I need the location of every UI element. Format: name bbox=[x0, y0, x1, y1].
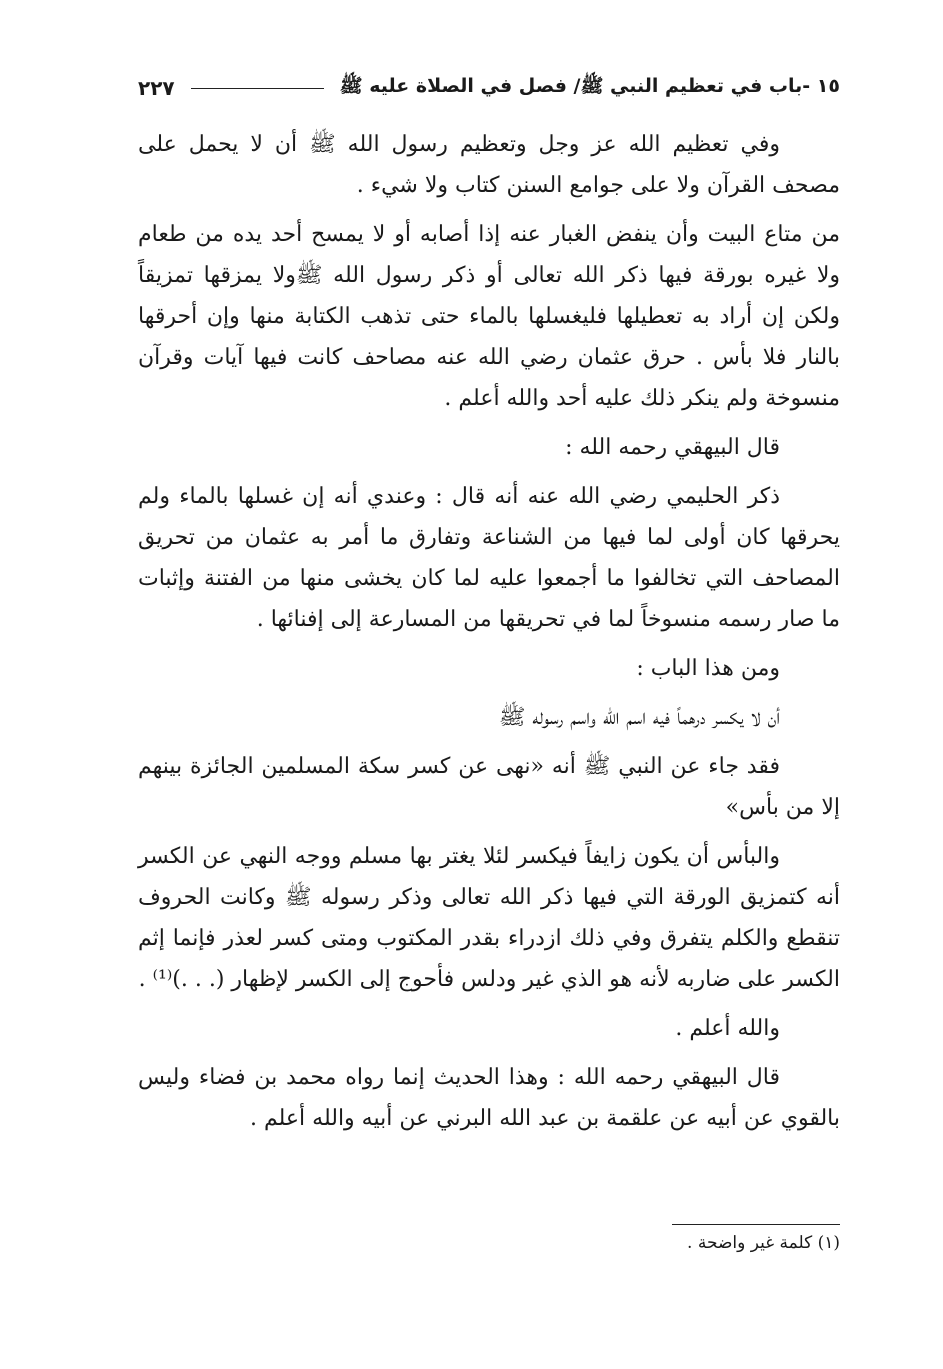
paragraph: والبأس أن يكون زايفاً فيكسر لئلا يغتر بها مسلم ووجه النهي عن الكسر أنه كتمزيق الورقة التي فيها ذكر الله تعالى وذكر رسوله ﷺ وكانت الحروف تنقطع والكلم يتفرق وفي ذلك ازدراء بقدر المكتوب ومتى كسر لعذر فإنما إثم الكسر على ضاربه لأنه هو الذي غير ودلس فأحوج إلى الكسر لإظهار (. . .)⁽¹⁾ . bbox=[138, 844, 840, 992]
footnote: (١) كلمة غير واضحة . bbox=[687, 1233, 840, 1253]
paragraph: والله أعلم . bbox=[675, 1016, 780, 1041]
paragraph: ذكر الحليمي رضي الله عنه أنه قال : وعندي أنه إن غسلها بالماء ولم يحرقها كان أولى لما فيها من الشناعة وتفارق ما أمر به عثمان من تحريق المصاحف التي تخالفوا ما أجمعوا عليه لما كان يخشى منها من الفتنة وإثبات ما صار رسمه منسوخاً لما في تحريقها من المسارعة إلى إفنائها . bbox=[138, 484, 840, 632]
paragraph: من متاع البيت وأن ينفض الغبار عنه إذا أصابه أو لا يمسح أحد يده من طعام ولا غيره بورقة فيها ذكر الله تعالى أو ذكر رسول الله ﷺولا يمزقها تمزيقاً ولكن إن أراد به تعطيلها فليغسلها بالماء حتى تذهب الكتابة منها وإن أحرقها بالنار فلا بأس . حرق عثمان رضي الله عنه مصاحف كانت فيها آيات وقرآن منسوخة ولم ينكر ذلك عليه أحد والله أعلم . bbox=[138, 222, 840, 411]
page-number: ٢٢٧ bbox=[138, 76, 175, 100]
paragraph: أن لا يكسر درهماً فيه اسم الله واسم رسوله ﷺ bbox=[498, 705, 780, 730]
paragraph: فقد جاء عن النبي ﷺ أنه «نهى عن كسر سكة المسلمين الجائزة بينهم إلا من بأس» bbox=[138, 754, 840, 820]
running-header bbox=[138, 70, 840, 106]
header-rule bbox=[191, 88, 324, 89]
body-text bbox=[138, 124, 840, 1147]
paragraph: قال البيهقي رحمه الله : وهذا الحديث إنما رواه محمد بن فضاء وليس بالقوي عن أبيه عن علقمة بن عبد الله البرني عن أبيه والله أعلم . bbox=[138, 1065, 840, 1131]
paragraph: قال البيهقي رحمه الله : bbox=[565, 435, 780, 460]
chapter-title: ١٥ -باب في تعظيم النبي ﷺ/ فصل في الصلاة عليه ﷺ bbox=[339, 75, 840, 97]
paragraph: ومن هذا الباب : bbox=[636, 656, 780, 681]
paragraph: وفي تعظيم الله عز وجل وتعظيم رسول الله ﷺ أن لا يحمل على مصحف القرآن ولا على جوامع السنن كتاب ولا شيء . bbox=[138, 132, 840, 198]
footnote-separator bbox=[672, 1224, 840, 1225]
